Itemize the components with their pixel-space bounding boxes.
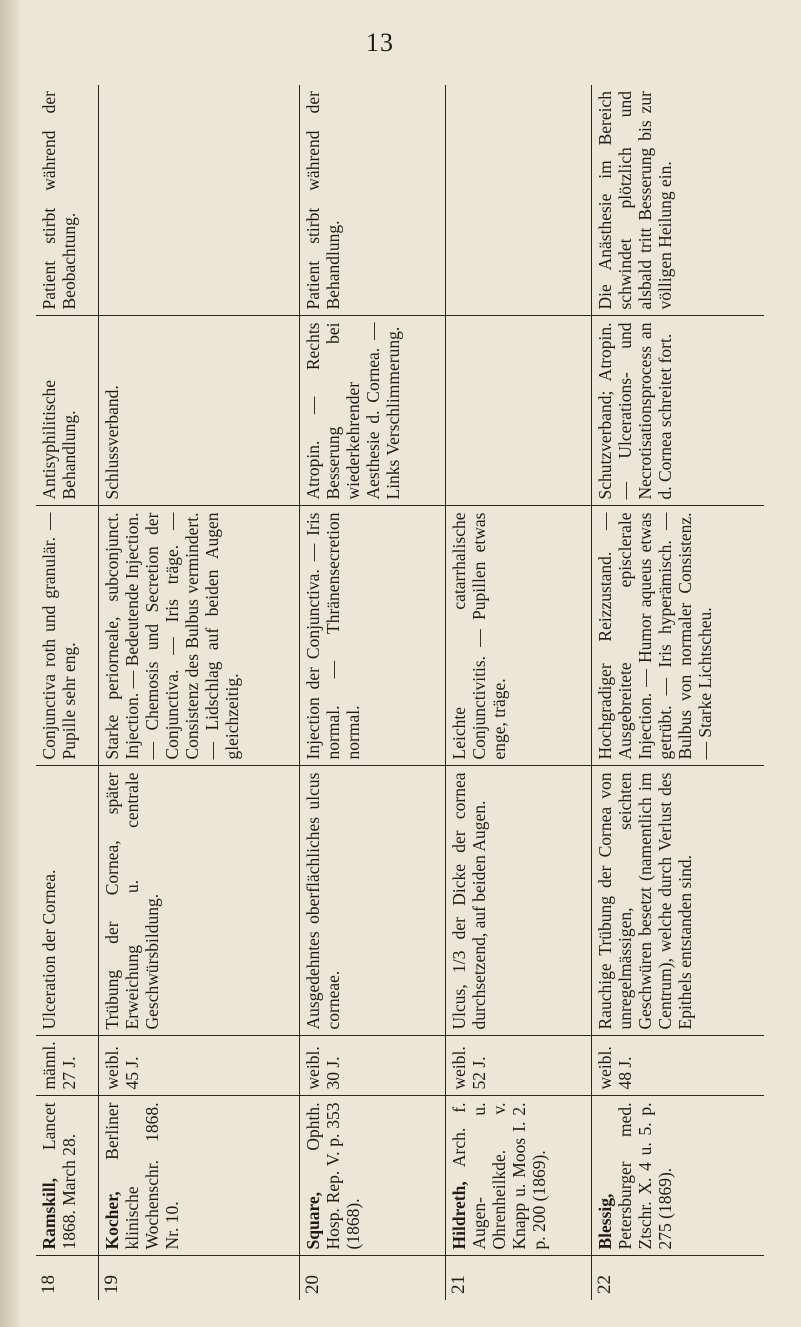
case-conjunctiva: Injection der Conjunctiva. — Iris normal. — Thränensecretion normal. [300, 506, 446, 766]
table-row [445, 85, 591, 1300]
case-author: Hildreth, [448, 1181, 469, 1250]
table-row [591, 85, 764, 1300]
case-cornea: Ulcus, 1/3 der Dicke der cornea durchsetzend, auf beiden Augen. [445, 766, 591, 1036]
case-author: Ramskill, [39, 1178, 59, 1250]
case-table [36, 85, 764, 1300]
case-number: 20 [302, 1275, 324, 1294]
table-row [300, 85, 446, 1300]
case-source [445, 1096, 591, 1256]
case-reference: Lancet 1868. March 28. [39, 1102, 79, 1250]
case-treatment: Schutzverband; Atropin. — Ulcerations- und Necrotisationsprocess an d. Cornea schreitet fort. [591, 316, 764, 506]
case-number: 22 [593, 1275, 615, 1294]
case-cornea: Trübung der Cornea, später Erweichung u. centrale Geschwürsbildung. [99, 766, 300, 1036]
case-cornea: Ulceration der Cornea. [36, 766, 99, 1036]
case-patient: weibl. 48 J. [591, 1036, 764, 1096]
case-outcome [99, 85, 300, 316]
case-cornea: Rauchige Trübung der Cornea von unregelmässigen, seichten Geschwüren besetzt (namentlich im Centrum), welche durch Verlust des Epithels entstanden sind. [591, 766, 764, 1036]
case-patient: männl. 27 J. [36, 1036, 99, 1096]
table-row [36, 85, 99, 1300]
case-cornea: Ausgedehntes oberflächliches ulcus corneae. [300, 766, 446, 1036]
case-outcome: Patient stirbt während der Behandlung. [300, 85, 446, 316]
case-reference: Berliner klinische Wochenschr. 1868. Nr. 10. [102, 1102, 183, 1250]
case-patient: weibl. 45 J. [99, 1036, 300, 1096]
case-number: 21 [447, 1275, 469, 1294]
case-patient: weibl. 52 J. [445, 1036, 591, 1096]
case-conjunctiva: Conjunctiva roth und granulär. — Pupille sehr eng. [36, 506, 99, 766]
case-author: Kocher, [102, 1191, 123, 1250]
case-source [300, 1096, 446, 1256]
page-number: 13 [366, 28, 394, 57]
case-treatment [445, 316, 591, 506]
case-source [36, 1096, 99, 1256]
case-treatment: Schlussverband. [99, 316, 300, 506]
case-treatment: Antisyphilitische Behandlung. [36, 316, 99, 506]
case-treatment: Atropin. — Rechts Besserung bei wiederkehrender Aesthesie d. Cornea. — Links Verschlimmerung. [300, 316, 446, 506]
case-source [99, 1096, 300, 1256]
table-row [99, 85, 300, 1300]
case-source [591, 1096, 764, 1256]
case-reference: Arch. f. Augen- u. Ohrenheilkde. v. Knapp u. Moos I. 2. p. 200 (1869). [448, 1102, 549, 1250]
case-number: 19 [101, 1275, 123, 1294]
case-number: 18 [38, 1275, 59, 1294]
case-reference: Petersburger med. Ztschr. X. 4 u. 5. p. 275 (1869). [614, 1102, 675, 1250]
case-outcome [445, 85, 591, 316]
binding-shadow [0, 0, 22, 1327]
case-conjunctiva: Leichte catarrhalische Conjunctivitis. — Pupillen etwas enge, träge. [445, 506, 591, 766]
case-outcome: Patient stirbt während der Beobachtung. [36, 85, 99, 316]
case-outcome: Die Anästhesie im Bereich schwindet plötzlich und alsbald tritt Besserung bis zur völligen Heilung ein. [591, 85, 764, 316]
case-conjunctiva: Starke periorneale, subconjunct. Injection. — Bedeutende Injection. — Chemosis und Secretion der Conjunctiva. — Iris träge. — Consistenz des Bulbus vermindert. — Lidschlag auf beiden Augen gleichzeitig. [99, 506, 300, 766]
case-author: Blessig, [594, 1193, 615, 1250]
case-reference: Ophth. Hosp. Rep. V. p. 353 (1868). [303, 1102, 364, 1250]
case-table-grid [36, 85, 764, 1300]
case-conjunctiva: Hochgradiger Reizzustand. — Ausgebreitete episclerale Injection. — Humor aqueus etwas getrübt. — Iris hyperämisch. — Bulbus von normaler Consistenz. — Starke Lichtscheu. [591, 506, 764, 766]
case-patient: weibl. 30 J. [300, 1036, 446, 1096]
case-author: Square, [303, 1191, 324, 1250]
